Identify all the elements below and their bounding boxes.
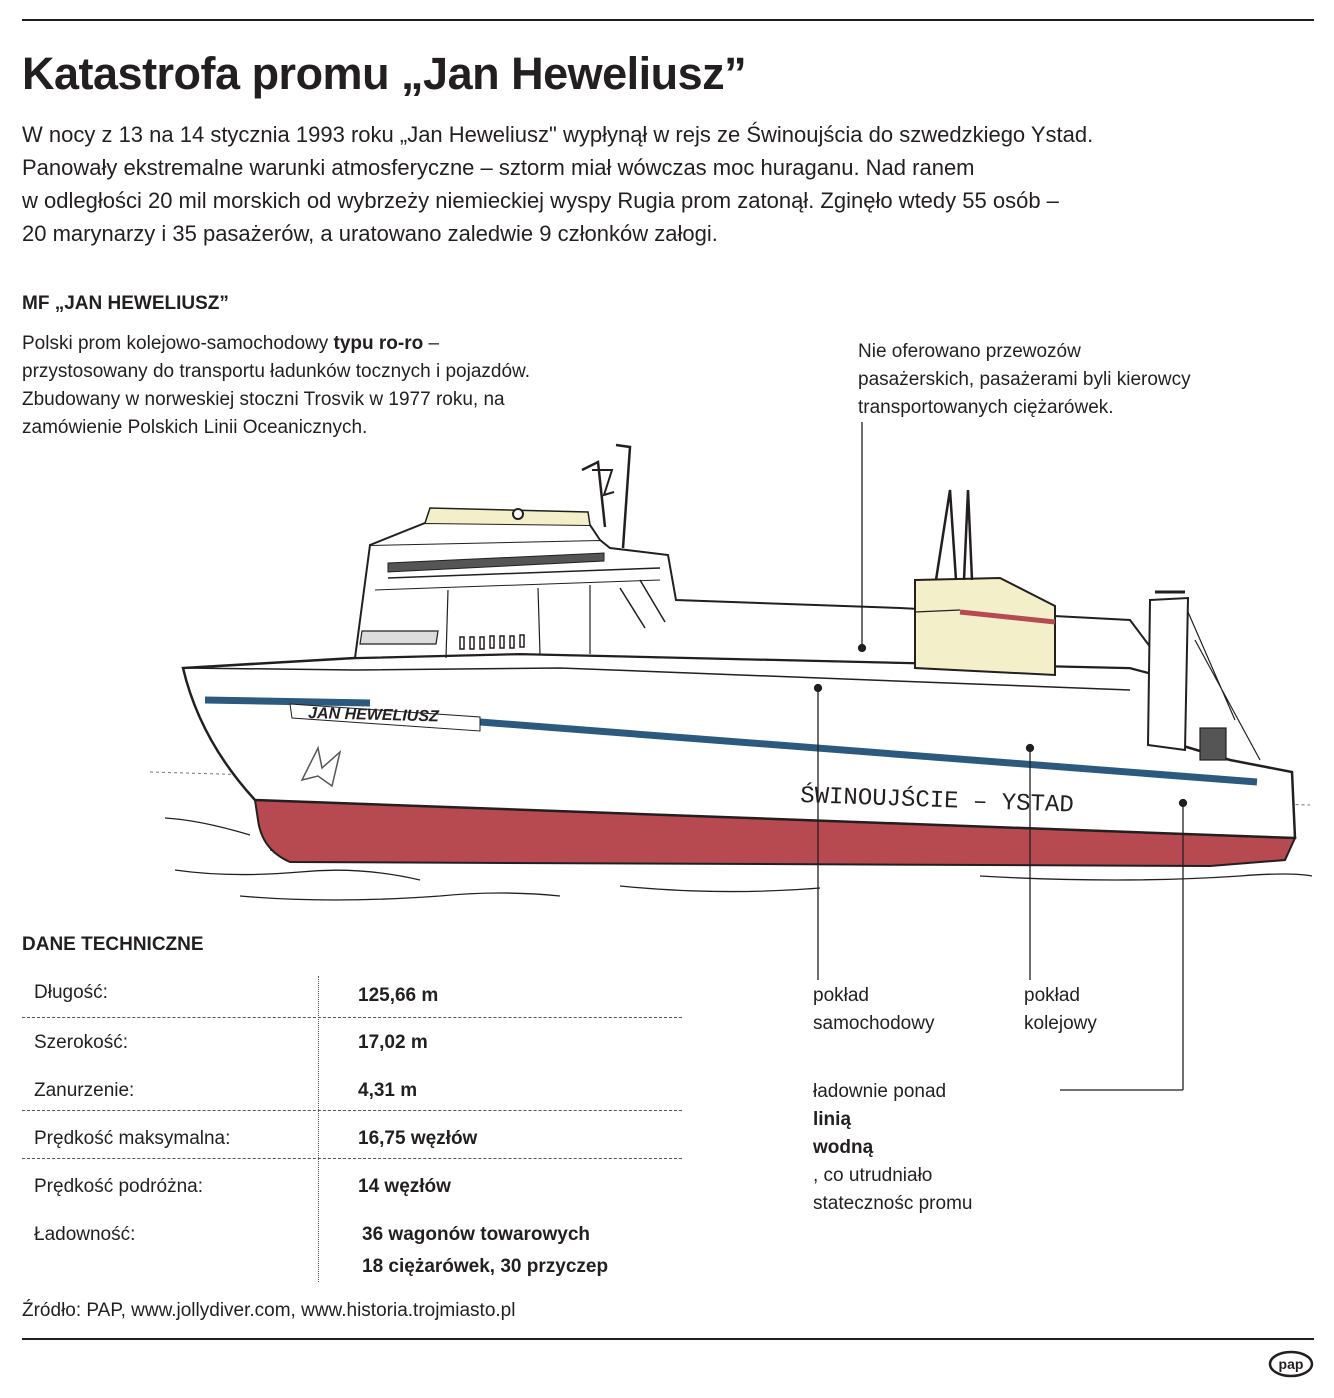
intro-line: Panowały ekstremalne warunki atmosferyczne – sztorm miał wówczas moc huraganu. Nad ranem <box>22 155 975 180</box>
bottom-rule <box>22 1338 1314 1340</box>
callout-line: kolejowy <box>1024 1013 1097 1034</box>
row-separator <box>22 1110 682 1111</box>
holds-bold: wodną <box>813 1137 874 1158</box>
row-value: 16,75 węzłów <box>358 1128 478 1149</box>
intro-line: 20 marynarzy i 35 pasażerów, a uratowano zaledwie 9 członków załogi. <box>22 221 718 246</box>
callout-line: statecznośc promu <box>813 1193 973 1214</box>
row-label: Prędkość podróżna: <box>34 1176 203 1197</box>
row-value: 14 węzłów <box>358 1176 451 1197</box>
intro-line: W nocy z 13 na 14 stycznia 1993 roku „Jan Heweliusz" wypłynął w rejs ze Świnoujścia do szwedzkiego Ystad. <box>22 122 1094 147</box>
row-value: 4,31 m <box>358 1080 418 1101</box>
callout-line: transportowanych ciężarówek. <box>858 397 1114 418</box>
cabin-windows <box>460 635 524 649</box>
aft-mast <box>936 490 972 580</box>
funnel <box>915 578 1055 675</box>
callout-line: samochodowy <box>813 1013 935 1034</box>
callout-holds <box>813 1078 972 1218</box>
callout-line: pokład <box>1024 985 1080 1006</box>
tech-table <box>22 976 682 1286</box>
tech-heading: DANE TECHNICZNE <box>22 934 204 955</box>
callout-line: Nie oferowano przewozów <box>858 341 1081 362</box>
row-value: 125,66 m <box>358 985 439 1006</box>
row-value: 18 ciężarówek, 30 przyczep <box>362 1256 609 1277</box>
svg-text:pap: pap <box>1278 1356 1304 1372</box>
row-value: 36 wagonów towarowych <box>362 1224 591 1245</box>
hull-route: ŚWINOUJŚCIE – YSTAD <box>799 783 1075 820</box>
callout-line: pokład <box>813 985 869 1006</box>
desc-bold: typu ro-ro <box>333 333 424 354</box>
ship-heading: MF „JAN HEWELIUSZ” <box>22 293 229 314</box>
holds-bold: linią <box>813 1109 852 1130</box>
holds-text: , co utrudniało <box>813 1165 933 1186</box>
holds-text: ładownie ponad <box>813 1081 947 1102</box>
callout-line <box>813 1078 972 1134</box>
row-label: Ładowność: <box>34 1224 136 1245</box>
callout-rail-deck <box>1024 982 1097 1038</box>
intro-line: w odległości 20 mil morskich od wybrzeży niemieckiej wyspy Rugia prom zatonął. Zginęło wtedy 55 osób – <box>22 188 1059 213</box>
row-label: Prędkość maksymalna: <box>34 1128 231 1149</box>
hull-name: JAN HEWELIUSZ <box>307 705 439 726</box>
row-label: Zanurzenie: <box>34 1080 135 1101</box>
source-note: Źródło: PAP, www.jollydiver.com, www.historia.trojmiasto.pl <box>22 1300 516 1321</box>
row-separator <box>22 1158 682 1159</box>
row-label: Długość: <box>34 982 108 1003</box>
desc-text: – przystosowany do transportu ładunków tocznych i pojazdów. Zbudowany w norweskiej stoczni Trosvik w 1977 roku, na zamówienie Polskich Linii Oceanicznych. <box>22 333 530 438</box>
stern-structure <box>1148 598 1188 750</box>
page-title: Katastrofa promu „Jan Heweliusz” <box>22 48 747 99</box>
row-label: Szerokość: <box>34 1032 128 1053</box>
callout-car-deck <box>813 982 934 1038</box>
row-separator <box>22 1017 682 1018</box>
callout-line <box>813 1134 972 1190</box>
hull-stripe <box>205 700 370 703</box>
row-value: 17,02 m <box>358 1032 428 1053</box>
callout-line: pasażerskich, pasażerami byli kierowcy <box>858 369 1191 390</box>
pap-logo-icon <box>1268 1350 1314 1378</box>
table-divider <box>318 976 319 1282</box>
desc-text: Polski prom kolejowo-samochodowy <box>22 333 334 354</box>
